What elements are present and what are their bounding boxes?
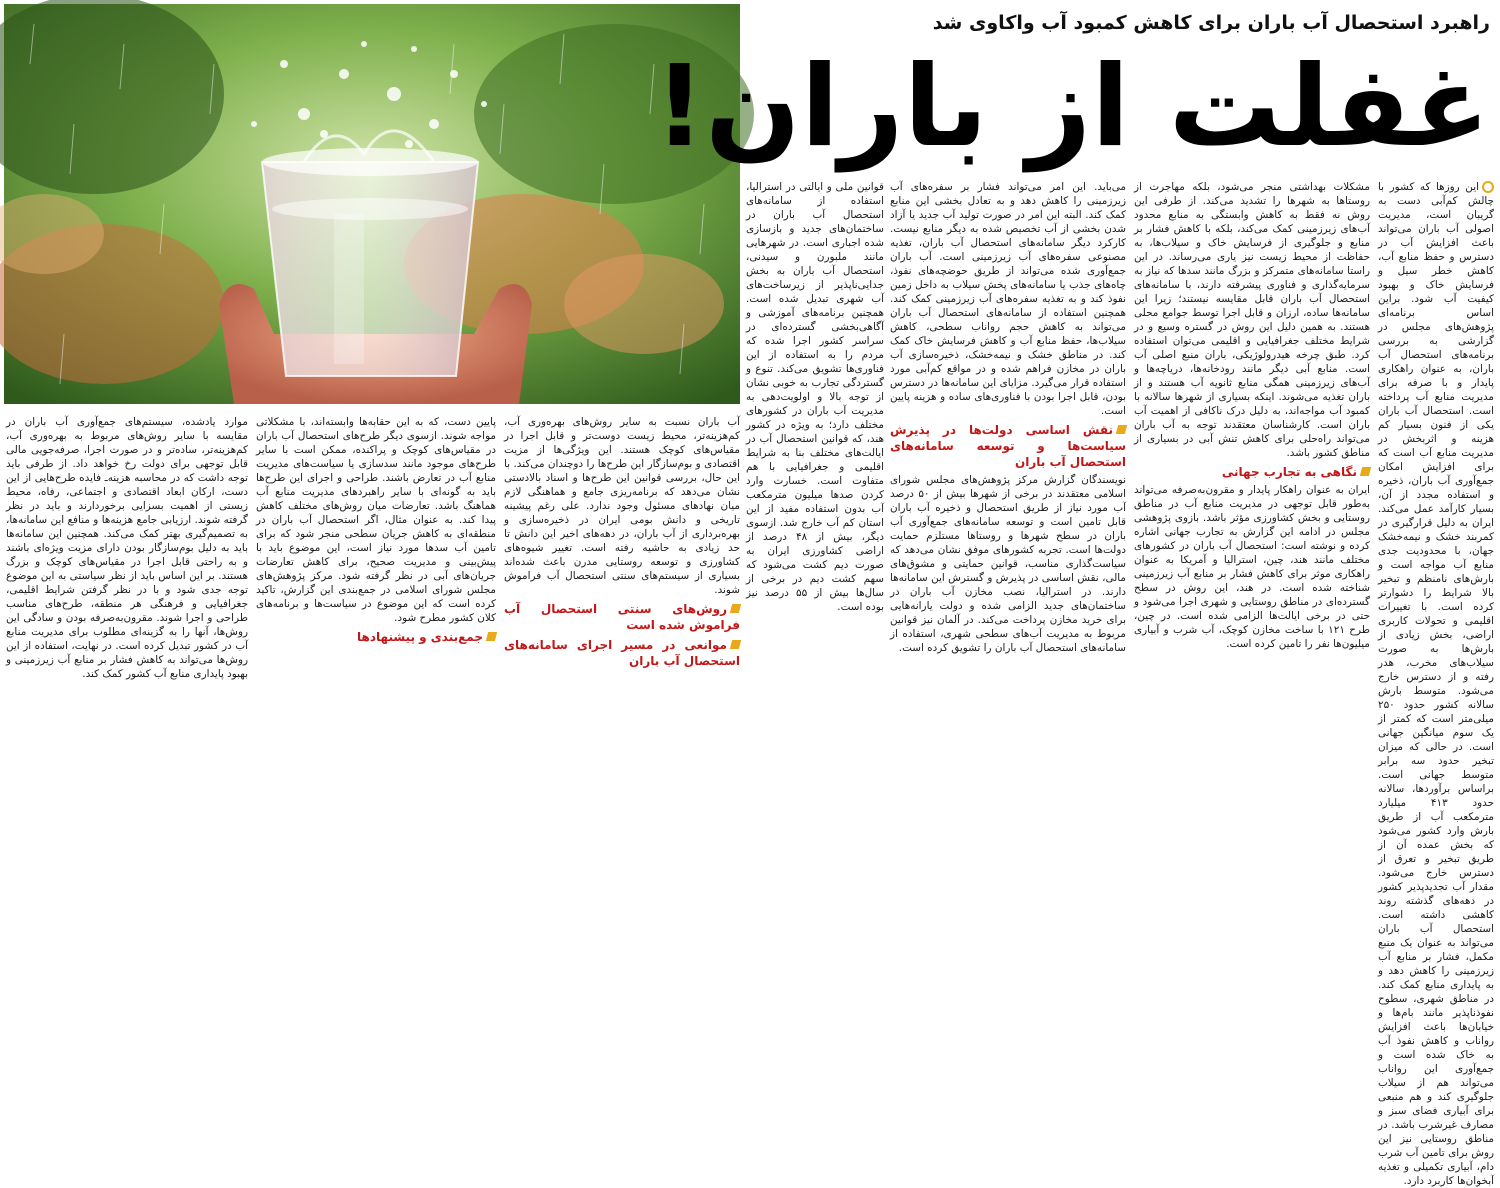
- column-text: پایین دست، که به این حقابه‌ها وابسته‌اند، با مشکلاتی مواجه شوند. ازسوی دیگر طرح‌های استحصال آب باران در مقیاس‌های کوچک و پراکنده، ممکن است با سایر طرح‌های موجود مانند سدسازی یا سیاست‌های مدیریت منابع آب در تعارض باشند. طراحی و اجرای این طرح‌ها باید به گونه‌ای با سایر راهبردهای مدیریت منابع آب هماهنگ باشد. تعارضات میان روش‌های مختلف کاهش پیدا کند. به عنوان مثال، اگر استحصال آب باران در منطقه‌ای به کاهش جریان سطحی منجر شود که برای تامین آب سدها مورد نیاز است، این موضوع باید با پیش‌بینی و مدیریت صحیح، برای کاهش تعارضات جریان‌های آبی در نظر گرفته شود. مرکز پژوهش‌های مجلس شورای اسلامی در جمع‌بندی این گزارش، تاکید کرده است که این موضوع در سیاست‌ها و برنامه‌های کلان کشور مطرح شود.: [256, 416, 496, 624]
- column-text: قوانین ملی و ایالتی در استرالیا، استفاده از سامانه‌های استحصال آب باران در ساختمان‌های جدید و بازسازی شده اجباری است. در شهرهایی مانند ملبورن و سیدنی، استحصال آب باران به بخش جدایی‌ناپذیر از زیرساخت‌های آب شهری تبدیل شده است. همچنین برنامه‌های آموزشی و آگاهی‌بخشی گسترده‌ای در سراسر کشور اجرا شده که مردم را به استفاده از این فناوری‌ها تشویق می‌کند. تنوع و گستردگی تجارب به خوبی نشان از توجه بالا و اولویت‌دهی به مدیریت آب باران در کشورهای مختلف دارد؛ به ویژه در کشور هند، که قوانین استحصال آب در ایالت‌های مختلف بنا به شرایط اقلیمی و جغرافیایی با هم متفاوت است. خسارت وارد کردن صدها میلیون مترمکعب آب بدون استفاده مفید از این استان کم آب خارج شد. ازسوی دیگر، بیش از ۴۸ درصد از اراضی کشاورزی ایران به صورت دیم کشت می‌شود که سهم کشت دیم در برخی از سال‌ها بیش از ۵۵ درصد نیز بوده است.: [746, 181, 884, 613]
- article-kicker: راهبرد استحصال آب باران برای کاهش کمبود آب واکاوی شد: [932, 12, 1490, 34]
- subhead-marker-icon: [486, 632, 497, 641]
- column-text: می‌باید. این امر می‌تواند فشار بر سفره‌های آب زیرزمینی را کاهش دهد و به تعادل بخشی این منابع کمک کند. البته این امر در صورت تولید آب جدید یا آزاد شدن بخشی از آب تخصیص شده به دیگر منابع نیست. کارکرد دیگر سامانه‌های استحصال آب باران، تغذیه مصنوعی سفره‌های آب زیرزمینی است. آب باران جمع‌آوری شده می‌تواند از طریق حوضچه‌های نفوذ، چاه‌های جذب یا سامانه‌های پخش سیلاب به داخل زمین نفوذ کند و به تغذیه سفره‌های آب زیرزمینی کمک کند. همچنین استفاده از سامانه‌های استحصال آب باران می‌تواند به کاهش حجم رواناب سطحی، کاهش سیلاب‌ها، حفظ منابع آب و کاهش فرسایش خاک کمک کند. در مناطق خشک و نیمه‌خشک، ذخیره‌سازی آب باران در مخازن فراهم شده و در مواقع کم‌آبی مورد استفاده قرار می‌گیرد. مزایای این سامانه‌ها در دسترس بودن، قابل اجرا بودن با فناوری‌های ساده و هزینه پایین است.: [890, 181, 1126, 417]
- rain-glass-image: [4, 4, 740, 404]
- article-column: [890, 180, 1126, 1008]
- column-text: ایران به عنوان راهکار پایدار و مقرون‌به‌صرفه می‌تواند به‌طور قابل توجهی در مدیریت منابع آب در مناطق روستایی و بخش کشاورزی مؤثر باشد. بازوی پژوهشی مجلس در ادامه این گزارش به تجارب جهانی اشاره کرده و نوشته است: استحصال آب باران در کشورهای مختلف مانند هند، چین، استرالیا و آمریکا به عنوان راهکاری موثر برای کاهش فشار بر منابع آب زیرزمینی شناخته شده است. در هند، این روش در سطح گسترده‌ای در مناطق روستایی و شهری اجرا می‌شود و حتی در برخی ایالت‌ها الزامی شده است. در چین، طرح ۱۲۱ با ساخت مخازن کوچک، آب شرب و آبیاری میلیون‌ها نفر را تامین کرده است.: [1134, 484, 1370, 650]
- column-text: این روزها که کشور با چالش کم‌آبی دست به گریبان است، مدیریت اصولی آب باران می‌تواند باعث افزایش آب در دسترس و حفظ منابع آب، کاهش خطر سیل و فرسایش خاک و بهبود کیفیت آب شود. براین اساس برنامه‌ای پژوهش‌های مجلس در گزارشی به بررسی برنامه‌های استحصال آب باران، به عنوان راهکاری پایدار و با صرفه برای مدیریت منابع آب پرداخته است. استحصال آب باران یکی از فنون بسیار کم هزینه و اثربخش در مدیریت منابع آب است که برای افزایش امکان جمع‌آوری آب باران، ذخیره و استفاده مجدد از آن، بسیار کارآمد عمل می‌کند. ایران به دلیل قرارگیری در کمربند خشک و نیمه‌خشک جهان، با محدودیت جدی منابع آب مواجه است و بارش‌های نامنظم و تبخیر بالا شرایط را دشوارتر کرده است. با تغییرات اقلیمی و تحولات کاربری اراضی، بخش زیادی از بارش‌ها به صورت سیلاب‌های مخرب، هدر رفته و از دسترس خارج می‌شود. متوسط بارش سالانه کشور حدود ۲۵۰ میلی‌متر است که کمتر از یک سوم میانگین جهانی است. در حالی که میزان تبخیر حدود سه برابر متوسط جهانی است. براساس برآوردها، سالانه حدود ۴۱۳ میلیارد مترمکعب آب از طریق بارش وارد کشور می‌شود که بخش عمده آن از طریق تبخیر و تعرق از دسترس خارج می‌شود. مقدار آب تجدیدپذیر کشور در دهه‌های گذشته روند کاهشی داشته است. استحصال آب باران می‌تواند به عنوان یک منبع مکمل، فشار بر منابع آب زیرزمینی را کاهش دهد و به پایداری منابع کمک کند. در مناطق شهری، سطوح نفوذناپذیر مانند بام‌ها و خیابان‌ها باعث افزایش رواناب و کاهش نفوذ آب به خاک شده است و جمع‌آوری این رواناب می‌تواند هم از سیلاب جلوگیری کند و هم منبعی برای آبیاری فضای سبز و مصارف غیرشرب باشد. در مناطق روستایی نیز این روش برای تامین آب شرب دام، آبیاری تکمیلی و تغذیه آبخوان‌ها کاربرد دارد.: [1378, 181, 1494, 1187]
- article-column: [256, 415, 496, 1008]
- article-column: [504, 415, 740, 1008]
- subheading: نقش اساسی دولت‌ها در پذیرش سیاست‌ها و توسعه سامانه‌های استحصال آب باران: [890, 423, 1126, 469]
- column-text: مشکلات بهداشتی منجر می‌شود، بلکه مهاجرت از روستاها به شهرها را تشدید می‌کند. از طرفی این روش نه فقط به کاهش وابستگی به منابع محدود آب‌های زیرزمینی کمک می‌کند، بلکه با کاهش فشار بر منابع و جلوگیری از فرسایش خاک و سیلاب‌ها، به حفاظت از محیط زیست نیز یاری می‌رساند. در این راستا سامانه‌های متمرکز و بزرگ مانند سدها که نیاز به سرمایه‌گذاری و فناوری پیشرفته دارند، با سامانه‌های استحصال آب باران قابل مقایسه نیستند؛ زیرا این سامانه‌ها ساده، ارزان و قابل اجرا توسط جوامع محلی هستند. به همین دلیل این روش در گستره وسیع و در شرایط مختلف جغرافیایی و اقلیمی می‌توان استفاده کرد. طبق چرخه هیدرولوژیکی، باران منبع اصلی آب است. منابع آبی دیگر مانند رودخانه‌ها، دریاچه‌ها و آب‌های زیرزمینی همگی منابع ثانویه آب هستند و از باران تغذیه می‌شوند. اینکه بسیاری از شهرها سالانه با کمبود آب مواجه‌اند، به دلیل درک ناکافی از اهمیت آب باران است. کارشناسان معتقدند توجه به آب باران می‌تواند راه‌حلی برای کاهش تنش آبی در بسیاری از مناطق کشور باشد.: [1134, 181, 1370, 459]
- subhead-marker-icon: [1360, 467, 1371, 476]
- article-headline: غفلت از باران!: [654, 42, 1490, 172]
- lead-bullet-icon: [1482, 181, 1494, 193]
- subhead-marker-icon: [730, 640, 741, 649]
- subheading: نگاهی به تجارب جهانی: [1134, 464, 1370, 480]
- subhead-marker-icon: [1116, 425, 1127, 434]
- subheading: روش‌های سنتی استحصال آب فراموش شده است: [504, 602, 740, 632]
- article-photo: [4, 4, 740, 404]
- column-text: موارد یادشده، سیستم‌های جمع‌آوری آب باران در مقایسه با سایر روش‌های مربوط به بهره‌وری آب، کم‌هزینه‌تر، ساده‌تر و در صورت اجرا، صرفه‌جویی مالی قابل توجهی برای دولت رخ خواهد داد. از طرفی باید توجه داشت که در محاسبه هزینه‌ـ فایده طرح‌هایی از این دست، ارکان ابعاد اقتصادی و اجتماعی، رفاه، محیط زیستی از اهمیت بسزایی برخوردارند و باید در نظر گرفته شوند. ارزیابی جامع هزینه‌ها و منافع این سامانه‌ها، به تصمیم‌گیری بهتر کمک می‌کند. همچنین این سامانه‌ها باید به دلیل بوم‌سازگار بودن دارای مزیت ویژه‌ای باشند و به راحتی قابل اجرا در مقیاس‌های کوچک و بزرگ هستند. بر این اساس باید از نظر سیاستی به این موضوع توجه جدی شود و با در نظر گرفتن شرایط اقلیمی، جغرافیایی و فرهنگی هر منطقه، طرح‌های مناسب طراحی و اجرا شوند. مقرون‌به‌صرفه بودن و سادگی این روش‌ها، آنها را به گزینه‌ای مطلوب برای مدیریت منابع آب در کشور تبدیل کرده است. در نهایت، استفاده از این روش‌ها می‌تواند به کاهش فشار بر منابع آب زیرزمینی و بهبود پایداری منابع آب کشور کمک کند.: [6, 416, 248, 680]
- column-text: نویسندگان گزارش مرکز پژوهش‌های مجلس شورای اسلامی معتقدند در برخی از شهرها بیش از ۵۰ درصد آب مورد نیاز از طریق استحصال و ذخیره آب باران قابل تامین است و توسعه سامانه‌های جمع‌آوری آب باران در سطح شهرها و روستاها مستلزم حمایت دولت‌ها است. تجربه کشورهای موفق نشان می‌دهد که سیاست‌گذاری مناسب، قوانین حمایتی و مشوق‌های مالی، نقش اساسی در پذیرش و گسترش این سامانه‌ها دارند. در استرالیا، نصب مخازن آب باران در ساختمان‌های جدید الزامی شده و دولت یارانه‌هایی برای خرید مخازن پرداخت می‌کند. در آلمان نیز قوانین مربوط به مدیریت آب‌های سطحی شهری، استفاده از سامانه‌های استحصال آب باران را تشویق کرده است.: [890, 474, 1126, 654]
- article-column: [1134, 180, 1370, 1008]
- subhead-marker-icon: [730, 604, 741, 613]
- article-column: [746, 180, 884, 1008]
- column-text: آب باران نسبت به سایر روش‌های بهره‌وری آب، کم‌هزینه‌تر، محیط زیست دوست‌تر و قابل اجرا در مقیاس‌های کوچک هستند. این ویژگی‌ها از مزیت اقتصادی و بوم‌سازگار این طرح‌ها را دوچندان می‌کند. با این حال، بررسی قوانین این طرح‌ها و اسناد بالادستی نشان می‌دهد که برنامه‌ریزی جامع و هماهنگی لازم میان نهادهای مسئول وجود ندارد. علی رغم پیشینه تاریخی و دانش بومی ایران در ذخیره‌سازی و بهره‌برداری از آب باران، در دهه‌های اخیر این دانش تا حد زیادی به حاشیه رفته است. تغییر شیوه‌های کشاورزی و توسعه روستایی مدرن باعث شده‌اند بسیاری از سیستم‌های سنتی استحصال آب فراموش شوند.: [504, 416, 740, 596]
- subheading: موانعی در مسیر اجرای سامانه‌های استحصال آب باران: [504, 638, 740, 668]
- article-column: [6, 415, 248, 1008]
- article-column: [1378, 180, 1494, 1187]
- subheading: جمع‌بندی و پیشنهادها: [256, 629, 496, 645]
